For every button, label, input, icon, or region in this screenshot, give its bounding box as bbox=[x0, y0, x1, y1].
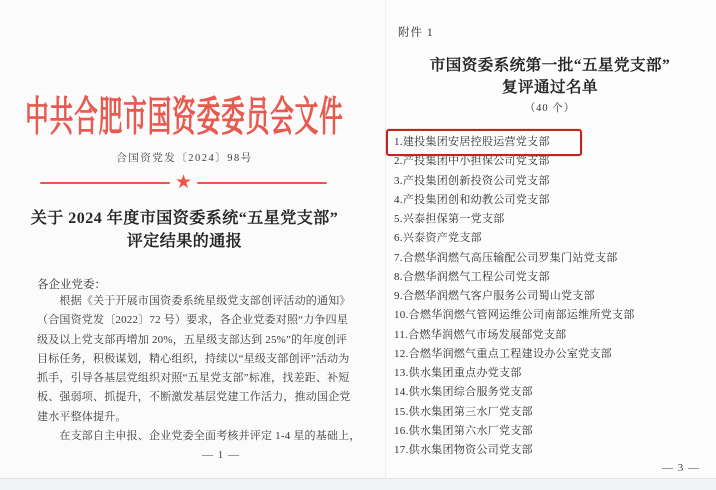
notice-title-line2: 评定结果的通报 bbox=[126, 233, 243, 250]
body-line: 级及以上党支部再增加 20%，五星级支部达到 25%”的年度创评 bbox=[37, 333, 348, 346]
body-line: 在支部自主申报、企业党委全面考核并评定 1-4 星的基础上， bbox=[37, 430, 361, 443]
party-branch-item: 13.供水集团重点办党支部 bbox=[394, 367, 522, 379]
party-branch-item: 12.合燃华润燃气重点工程建设办公室党支部 bbox=[394, 347, 613, 360]
page-number-right: — 3 — bbox=[662, 462, 700, 474]
body-line: （合国资党发〔2022〕72 号）要求，各企业党委对照“力争四星 bbox=[37, 314, 349, 327]
party-branch-list bbox=[394, 133, 706, 460]
party-branch-item: 15.供水集团第三水厂党支部 bbox=[394, 405, 533, 418]
notice-body bbox=[37, 292, 361, 446]
body-line: 板、强弱项、抓提升，不断激发基层党建工作活力，推动国企党 bbox=[37, 391, 351, 404]
party-branch-item: 7.合燃华润燃气高压输配公司罗集门站党支部 bbox=[394, 251, 618, 264]
party-branch-item: 3.产投集团创新投资公司党支部 bbox=[394, 174, 550, 187]
body-line: 抓手，引导各基层党组织对照“五星党支部”标准，找差距、补短 bbox=[37, 372, 350, 385]
party-branch-item: 16.供水集团第六水厂党支部 bbox=[394, 424, 533, 437]
party-branch-item: 14.供水集团综合服务党支部 bbox=[394, 386, 533, 399]
salutation: 各企业党委： bbox=[37, 279, 106, 291]
party-branch-item: 1.建投集团安居控股运营党支部 bbox=[394, 136, 550, 148]
appendix-title-line2: 复评通过名单 bbox=[501, 79, 598, 96]
rule-segment-right bbox=[197, 182, 327, 184]
letterhead-title: 中共合肥市国资委委员会文件 bbox=[25, 95, 344, 141]
red-divider-rule bbox=[40, 172, 327, 193]
attachment-label: 附件 1 bbox=[398, 27, 434, 39]
party-branch-item: 10.合燃华润燃气管网运维公司南部运维所党支部 bbox=[394, 309, 635, 322]
document-number: 合国资党发〔2024〕98号 bbox=[116, 153, 253, 164]
party-branch-item: 11.合燃华润燃气市场发展部党支部 bbox=[394, 328, 567, 341]
notice-title bbox=[12, 207, 357, 253]
party-branch-item: 17.供水集团物资公司党支部 bbox=[394, 444, 533, 456]
list-count: （40 个） bbox=[524, 103, 576, 114]
highlight-annotation-box bbox=[386, 129, 582, 156]
party-branch-item: 4.产投集团创和幼教公司党支部 bbox=[394, 193, 550, 206]
body-line: 建水平整体提升。 bbox=[37, 410, 127, 423]
star-icon: ★ bbox=[174, 172, 193, 193]
party-branch-item: 8.合燃华润燃气工程公司党支部 bbox=[394, 270, 550, 283]
photo-bottom-edge bbox=[0, 478, 716, 490]
party-branch-item: 6.兴泰资产党支部 bbox=[394, 232, 482, 245]
page-number-left: — 1 — bbox=[202, 449, 240, 461]
notice-title-line1: 关于 2024 年度市国资委系统“五星党支部” bbox=[30, 210, 339, 227]
appendix-title bbox=[390, 55, 710, 99]
body-line: 目标任务，积极谋划，精心组织，持续以“星级支部创评”活动为 bbox=[37, 352, 350, 365]
appendix-title-line1: 市国资委系统第一批“五星党支部” bbox=[429, 57, 671, 74]
party-branch-item: 5.兴泰担保第一党支部 bbox=[394, 213, 505, 225]
party-branch-item: 9.合燃华润燃气客户服务公司蜀山党支部 bbox=[394, 290, 595, 302]
party-branch-item: 2.产投集团中小担保公司党支部 bbox=[394, 155, 550, 168]
rule-segment-left bbox=[40, 182, 170, 184]
body-line: 根据《关于开展市国资委系统星级党支部创评活动的通知》 bbox=[37, 295, 351, 307]
